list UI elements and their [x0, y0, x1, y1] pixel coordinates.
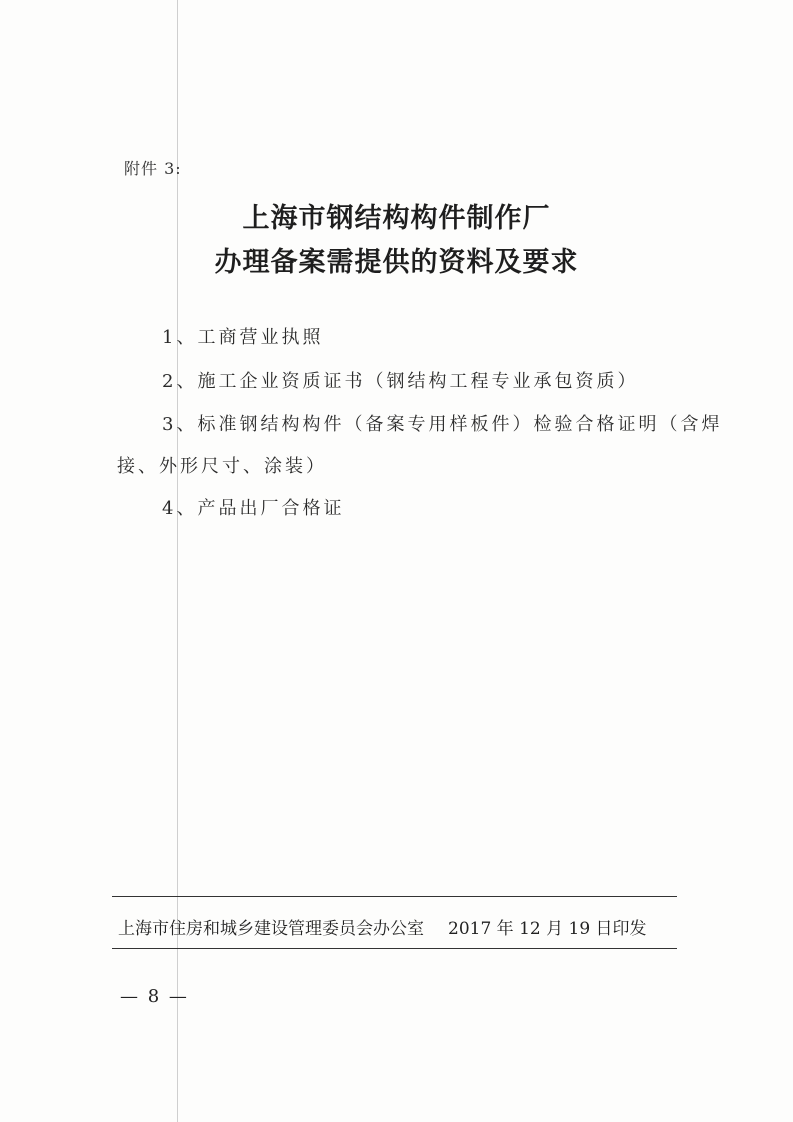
- requirement-item-3-continued: 接、外形尺寸、涂装）: [117, 456, 327, 477]
- attachment-label: 附件 3:: [124, 159, 182, 178]
- footer-rule-bottom: [112, 948, 677, 949]
- footer-issuer: 上海市住房和城乡建设管理委员会办公室: [118, 919, 424, 939]
- document-title-line-2: 办理备案需提供的资料及要求: [214, 247, 579, 278]
- requirement-item-4: 4、产品出厂合格证: [162, 498, 345, 519]
- document-title-line-1: 上海市钢结构构件制作厂: [242, 203, 551, 234]
- requirement-item-3: 3、标准钢结构构件（备案专用样板件）检验合格证明（含焊: [162, 414, 723, 435]
- requirement-item-1: 1、工商营业执照: [162, 327, 324, 348]
- footer-date: 2017 年 12 月 19 日印发: [448, 919, 647, 939]
- footer-rule-top: [112, 896, 677, 897]
- page-number: — 8 —: [120, 986, 189, 1007]
- requirement-item-2: 2、施工企业资质证书（钢结构工程专业承包资质）: [162, 371, 639, 392]
- footer-line: [118, 914, 647, 939]
